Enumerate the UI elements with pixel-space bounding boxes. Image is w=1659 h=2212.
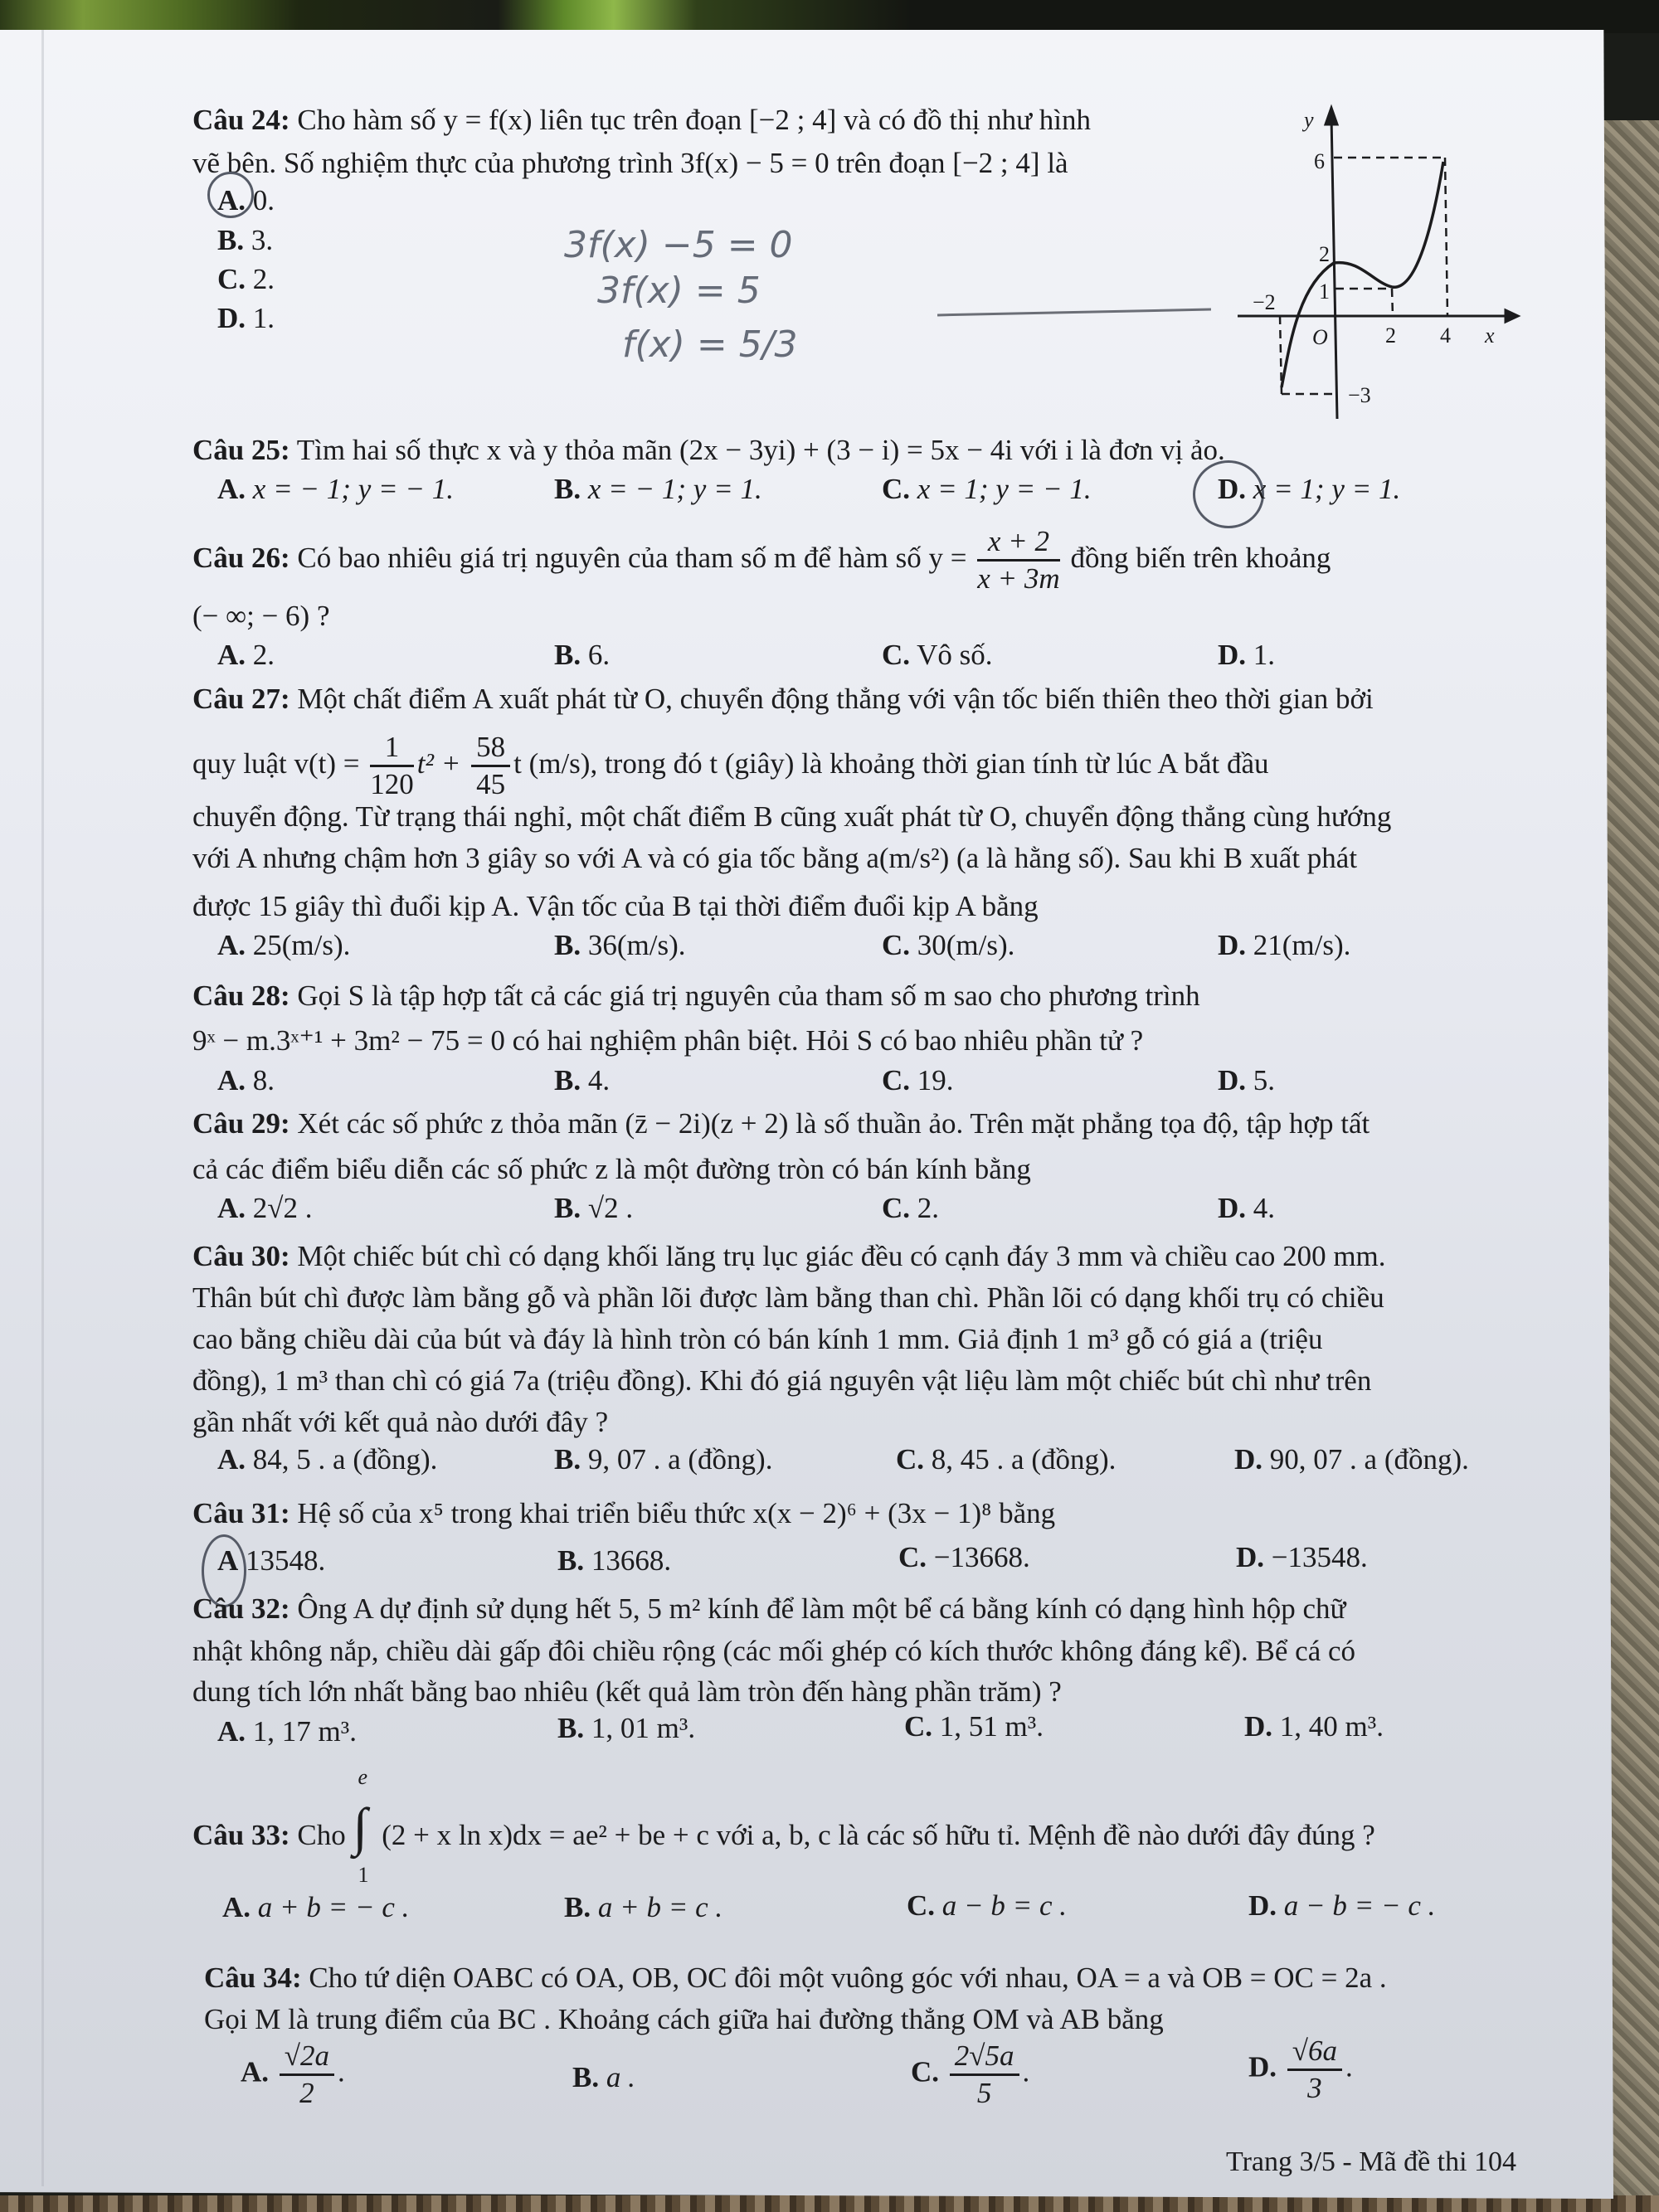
question-28-line-2: 9ˣ − m.3ˣ⁺¹ + 3m² − 75 = 0 có hai nghiệm phân biệt. Hỏi S có bao nhiêu phần tử ? — [192, 1024, 1144, 1057]
q33-option-b[interactable]: B. a + b = c . — [564, 1891, 723, 1923]
q28-option-c[interactable]: C. 19. — [882, 1064, 954, 1096]
question-30-line-2: Thân bút chì được làm bằng gỗ và phần lõi được làm bằng than chì. Phần lõi có dạng khối trụ có chiều — [192, 1281, 1384, 1314]
svg-text:6: 6 — [1314, 149, 1325, 173]
q31-option-d[interactable]: D. −13548. — [1236, 1541, 1368, 1573]
svg-text:2: 2 — [1385, 323, 1396, 348]
q31-option-b[interactable]: B. 13668. — [557, 1544, 672, 1577]
q26-option-d[interactable]: D. 1. — [1218, 639, 1276, 671]
svg-text:x: x — [1485, 323, 1495, 348]
question-26-line-2: (− ∞; − 6) ? — [192, 600, 330, 632]
q28-option-a[interactable]: A. 8. — [217, 1064, 275, 1096]
curve — [1282, 162, 1443, 387]
q33-option-d[interactable]: D. a − b = − c . — [1248, 1889, 1436, 1922]
handwriting-line-2: 3f(x) = 5 — [597, 270, 761, 312]
question-27-line-1: Câu 27: Một chất điểm A xuất phát từ O, chuyển động thẳng với vận tốc biến thiên theo thời gian bởi — [192, 683, 1374, 715]
q34-option-b[interactable]: B. a . — [572, 2061, 635, 2093]
q34-option-d[interactable]: D. $\frac{√6a}{3}$ . — [1248, 2035, 1353, 2104]
q34-option-c[interactable]: C. $\frac{2√5a}{5}$ . — [911, 2039, 1030, 2109]
question-26-line-1: Câu 26: Có bao nhiêu giá trị nguyên của tham số m để hàm số y = $\frac{x + 2}{x + 3m}$ đồng biến trên khoảng — [192, 525, 1331, 596]
q28-option-d[interactable]: D. 5. — [1218, 1064, 1276, 1096]
question-30-line-3: cao bằng chiều dài của bút và đáy là hình tròn có bán kính 1 mm. Giả định 1 m³ gỗ có giá a (triệu — [192, 1323, 1323, 1355]
svg-text:1: 1 — [1319, 280, 1330, 304]
q24-option-b[interactable]: B. 3. — [217, 224, 274, 256]
q32-option-a[interactable]: A. 1, 17 m³. — [217, 1715, 357, 1748]
svg-text:−2: −2 — [1253, 290, 1276, 314]
y-axis — [1331, 116, 1337, 419]
question-25-line-1: Câu 25: Tìm hai số thực x và y thỏa mãn (2x − 3yi) + (3 − i) = 5x − 4i với i là đơn vị ảo. — [192, 434, 1225, 466]
q30-option-d[interactable]: D. 90, 07 . a (đồng). — [1234, 1443, 1469, 1475]
question-27-line-4: với A nhưng chậm hơn 3 giây so với A và có gia tốc bằng a(m/s²) (a là hằng số). Sau khi B xuất phát — [192, 842, 1358, 874]
q31-option-a[interactable]: A 13548. — [217, 1544, 326, 1577]
q27-option-a[interactable]: A. 25(m/s). — [217, 929, 351, 961]
question-27-line-5: được 15 giây thì đuổi kịp A. Vận tốc của B tại thời điểm đuổi kịp A bằng — [192, 890, 1039, 922]
svg-text:O: O — [1312, 325, 1328, 349]
question-29-line-1: Câu 29: Xét các số phức z thỏa mãn (z̄ − 2i)(z + 2) là số thuần ảo. Trên mặt phẳng tọa độ, tập hợp tất — [192, 1107, 1370, 1140]
question-27-line-3: chuyển động. Từ trạng thái nghỉ, một chất điểm B cũng xuất phát từ O, chuyển động thẳng cùng hướng — [192, 800, 1392, 833]
q30-option-c[interactable]: C. 8, 45 . a (đồng). — [896, 1443, 1117, 1475]
question-34-line-2: Gọi M là trung điểm của BC . Khoảng cách giữa hai đường thẳng OM và AB bằng — [204, 2003, 1164, 2035]
q27-option-d[interactable]: D. 21(m/s). — [1218, 929, 1351, 961]
q32-option-b[interactable]: B. 1, 01 m³. — [557, 1712, 696, 1744]
question-33-line-1: Câu 33: Cho e ∫ 1 (2 + x ln x)dx = ae² + be + c với a, b, c là các số hữu tỉ. Mệnh đề nào dưới đây đúng ? — [192, 1765, 1375, 1887]
question-27-line-2: quy luật v(t) = $\frac{1}{120}$ t² + $\frac{58}{45}$ t (m/s), trong đó t (giây) là khoảng thời gian tính từ lúc A bắt đầu — [192, 731, 1269, 801]
q32-option-d[interactable]: D. 1, 40 m³. — [1244, 1710, 1384, 1743]
q24-option-a[interactable]: A. 0. — [217, 184, 275, 216]
question-30-line-4: đồng), 1 m³ than chì có giá 7a (triệu đồng). Khi đó giá nguyên vật liệu làm một chiếc bút chì như trên — [192, 1364, 1372, 1397]
q25-option-b[interactable]: B. x = − 1; y = 1. — [554, 473, 762, 505]
q33-option-a[interactable]: A. a + b = − c . — [222, 1891, 410, 1923]
q26-option-b[interactable]: B. 6. — [554, 639, 611, 671]
q25-option-d[interactable]: D. x = 1; y = 1. — [1218, 473, 1401, 505]
question-31-line-1: Câu 31: Hệ số của x⁵ trong khai triển biểu thức x(x − 2)⁶ + (3x − 1)⁸ bằng — [192, 1497, 1056, 1529]
q29-option-b[interactable]: B. √2 . — [554, 1192, 634, 1224]
question-32-line-1: Câu 32: Ông A dự định sử dụng hết 5, 5 m² kính để làm một bể cá bằng kính có dạng hình hộp chữ — [192, 1592, 1346, 1625]
svg-text:4: 4 — [1440, 323, 1451, 348]
q30-option-b[interactable]: B. 9, 07 . a (đồng). — [554, 1443, 773, 1475]
svg-text:2: 2 — [1319, 242, 1330, 266]
q29-option-c[interactable]: C. 2. — [882, 1192, 940, 1224]
q27-option-c[interactable]: C. 30(m/s). — [882, 929, 1015, 961]
paper-fold — [41, 30, 44, 2186]
q32-option-c[interactable]: C. 1, 51 m³. — [904, 1710, 1044, 1743]
question-32-line-3: dung tích lớn nhất bằng bao nhiêu (kết quả làm tròn đến hàng phần trăm) ? — [192, 1675, 1062, 1708]
q26-option-c[interactable]: C. Vô số. — [882, 639, 993, 671]
q34-option-a[interactable]: A. $\frac{√2a}{2}$ . — [241, 2039, 345, 2109]
q26-option-a[interactable]: A. 2. — [217, 639, 275, 671]
question-28-line-1: Câu 28: Gọi S là tập hợp tất cả các giá trị nguyên của tham số m sao cho phương trình — [192, 980, 1200, 1012]
function-graph — [1228, 95, 1543, 419]
q24-option-d[interactable]: D. 1. — [217, 302, 275, 334]
question-29-line-2: cả các điểm biểu diễn các số phức z là một đường tròn có bán kính bằng — [192, 1153, 1031, 1185]
q33-option-c[interactable]: C. a − b = c . — [907, 1889, 1068, 1922]
page-footer: Trang 3/5 - Mã đề thi 104 — [1226, 2146, 1517, 2177]
svg-text:−3: −3 — [1348, 383, 1371, 407]
question-34-line-1: Câu 34: Cho tứ diện OABC có OA, OB, OC đôi một vuông góc với nhau, OA = a và OB = OC = 2a . — [204, 1962, 1387, 1994]
q29-option-d[interactable]: D. 4. — [1218, 1192, 1276, 1224]
question-32-line-2: nhật không nắp, chiều dài gấp đôi chiều rộng (các mối ghép có kích thước không đáng kể). Bể cá có — [192, 1635, 1356, 1667]
background-leaves — [0, 0, 1659, 33]
q31-option-c[interactable]: C. −13668. — [898, 1541, 1030, 1573]
q30-option-a[interactable]: A. 84, 5 . a (đồng). — [217, 1443, 438, 1475]
q25-option-a[interactable]: A. x = − 1; y = − 1. — [217, 473, 454, 505]
handwriting-line-1: 3f(x) −5 = 0 — [564, 224, 793, 266]
handwriting-line-3: f(x) = 5/3 — [622, 323, 798, 366]
question-24-line-1: Câu 24: Cho hàm số y = f(x) liên tục trên đoạn [−2 ; 4] và có đồ thị như hình — [192, 104, 1092, 136]
q25-option-c[interactable]: C. x = 1; y = − 1. — [882, 473, 1092, 505]
question-30-line-1: Câu 30: Một chiếc bút chì có dạng khối lăng trụ lục giác đều có cạnh đáy 3 mm và chiều cao 200 mm. — [192, 1240, 1386, 1272]
question-24-line-2: vẽ bên. Số nghiệm thực của phương trình 3f(x) − 5 = 0 trên đoạn [−2 ; 4] là — [192, 147, 1068, 179]
q27-option-b[interactable]: B. 36(m/s). — [554, 929, 686, 961]
q28-option-b[interactable]: B. 4. — [554, 1064, 611, 1096]
integral-sign: e ∫ 1 — [353, 1765, 369, 1887]
q29-option-a[interactable]: A. 2√2 . — [217, 1192, 313, 1224]
svg-text:y: y — [1304, 108, 1314, 132]
question-30-line-5: gần nhất với kết quả nào dưới đây ? — [192, 1406, 609, 1438]
q26-fraction: $\frac{x + 2}{x + 3m}$ — [977, 525, 1060, 596]
q24-option-c[interactable]: C. 2. — [217, 263, 275, 295]
